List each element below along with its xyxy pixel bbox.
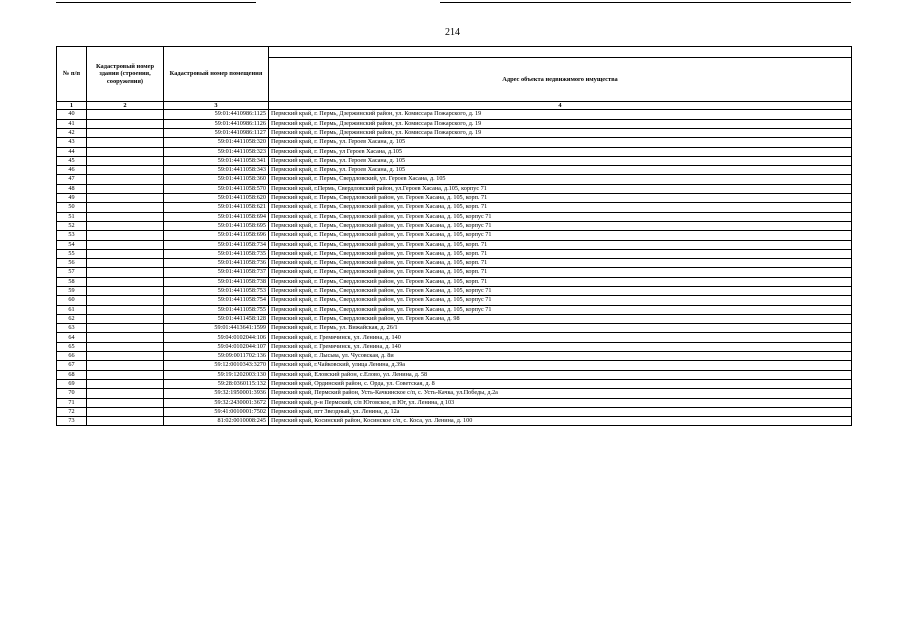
row-number: 43	[57, 138, 87, 147]
table-row	[57, 128, 852, 137]
property-address: Пермский край, г. Пермь, Свердловский район, ул. Героев Хасана, д. 105, корп. 71	[269, 268, 852, 277]
row-number: 47	[57, 175, 87, 184]
building-cadastral-number	[87, 221, 164, 230]
table-row	[57, 138, 852, 147]
building-cadastral-number	[87, 194, 164, 203]
property-address: Пермский край, г. Пермь, ул. Вижайская, д. 26/1	[269, 324, 852, 333]
row-number: 56	[57, 259, 87, 268]
table-row	[57, 184, 852, 193]
building-cadastral-number	[87, 342, 164, 351]
building-cadastral-number	[87, 287, 164, 296]
row-number: 67	[57, 361, 87, 370]
top-rule-left	[56, 2, 256, 3]
row-number: 70	[57, 389, 87, 398]
building-cadastral-number	[87, 166, 164, 175]
property-address: Пермский край, пгт Звездный, ул. Ленина, д. 12а	[269, 407, 852, 416]
table-row	[57, 203, 852, 212]
row-number: 65	[57, 342, 87, 351]
table-row	[57, 175, 852, 184]
table-row	[57, 212, 852, 221]
row-number: 57	[57, 268, 87, 277]
header-room-cadastral: Кадастровый номер помещения	[164, 47, 269, 102]
property-address: Пермский край, г. Гремячинск, ул. Ленина, д. 140	[269, 342, 852, 351]
building-cadastral-number	[87, 398, 164, 407]
room-cadastral-number: 59:01:4411058:360	[164, 175, 269, 184]
column-index-4: 4	[269, 102, 852, 110]
property-registry-table	[56, 46, 852, 426]
property-address: Пермский край, г. Пермь, Свердловский район, ул. Героев Хасана, д. 98	[269, 314, 852, 323]
room-cadastral-number: 59:01:4411058:736	[164, 259, 269, 268]
row-number: 73	[57, 417, 87, 426]
property-address: Пермский край, Еловский район, с.Елово, ул. Ленина, д. 58	[269, 370, 852, 379]
property-address: Пермский край, г. Пермь, Свердловский, ул. Героев Хасана, д. 105	[269, 175, 852, 184]
row-number: 52	[57, 221, 87, 230]
building-cadastral-number	[87, 324, 164, 333]
row-number: 48	[57, 184, 87, 193]
table-row	[57, 156, 852, 165]
row-number: 55	[57, 249, 87, 258]
room-cadastral-number: 59:01:4411458:128	[164, 314, 269, 323]
property-address: Пермский край, г. Пермь, Свердловский район, ул. Героев Хасана, д. 105, корпус 71	[269, 212, 852, 221]
table-row	[57, 221, 852, 230]
row-number: 59	[57, 287, 87, 296]
building-cadastral-number	[87, 156, 164, 165]
building-cadastral-number	[87, 277, 164, 286]
property-address: Пермский край, г. Гремячинск, ул. Ленина, д. 140	[269, 333, 852, 342]
building-cadastral-number	[87, 212, 164, 221]
property-address: Пермский край, г.Чайковский, улица Ленина, д.39а	[269, 361, 852, 370]
table-row	[57, 240, 852, 249]
room-cadastral-number: 59:41:0010001:7502	[164, 407, 269, 416]
table-row	[57, 352, 852, 361]
table-row	[57, 324, 852, 333]
header-address-top	[269, 47, 852, 58]
building-cadastral-number	[87, 249, 164, 258]
building-cadastral-number	[87, 147, 164, 156]
row-number: 64	[57, 333, 87, 342]
header-address: Адрес объекта недвижимого имущества	[269, 58, 852, 102]
room-cadastral-number: 59:32:2430001:3672	[164, 398, 269, 407]
room-cadastral-number: 59:01:4411058:570	[164, 184, 269, 193]
room-cadastral-number: 59:19:1202003:130	[164, 370, 269, 379]
room-cadastral-number: 59:01:4411058:695	[164, 221, 269, 230]
building-cadastral-number	[87, 110, 164, 119]
row-number: 54	[57, 240, 87, 249]
header-building-cadastral: Кадастровый номер здания (строения, сооружения)	[87, 47, 164, 102]
row-number: 66	[57, 352, 87, 361]
room-cadastral-number: 59:01:4411058:320	[164, 138, 269, 147]
building-cadastral-number	[87, 128, 164, 137]
table-body	[57, 110, 852, 426]
row-number: 41	[57, 119, 87, 128]
room-cadastral-number: 59:01:4411058:694	[164, 212, 269, 221]
room-cadastral-number: 59:12:0010343:3270	[164, 361, 269, 370]
row-number: 42	[57, 128, 87, 137]
building-cadastral-number	[87, 231, 164, 240]
building-cadastral-number	[87, 175, 164, 184]
row-number: 63	[57, 324, 87, 333]
property-address: Пермский край, р-н Пермский, с/п Юговское, п Юг, ул. Ленина, д 103	[269, 398, 852, 407]
property-address: Пермский край, г. Пермь, Свердловский район, ул. Героев Хасана, д. 105, корп. 71	[269, 203, 852, 212]
row-number: 60	[57, 296, 87, 305]
room-cadastral-number: 59:32:1950001:3936	[164, 389, 269, 398]
room-cadastral-number: 59:04:0102044:107	[164, 342, 269, 351]
table-row	[57, 361, 852, 370]
property-address: Пермский край, г. Пермь, Свердловский район, ул. Героев Хасана, д. 105, корпус 71	[269, 221, 852, 230]
table-row	[57, 277, 852, 286]
table-row	[57, 249, 852, 258]
room-cadastral-number: 59:01:4413641:1599	[164, 324, 269, 333]
table-row	[57, 379, 852, 388]
property-address: Пермский край, г. Лысьва, ул. Чусовская, д. 8и	[269, 352, 852, 361]
property-address: Пермский край, г. Пермь, Свердловский район, ул. Героев Хасана, д. 105, корп. 71	[269, 277, 852, 286]
property-address: Пермский край, г.Пермь, Свердловский район, ул.Героев Хасана, д.105, корпус 71	[269, 184, 852, 193]
row-number: 49	[57, 194, 87, 203]
room-cadastral-number: 59:28:0360115:132	[164, 379, 269, 388]
row-number: 46	[57, 166, 87, 175]
header-num: № п/п	[57, 47, 87, 102]
room-cadastral-number: 59:01:4411058:755	[164, 305, 269, 314]
building-cadastral-number	[87, 305, 164, 314]
table-row	[57, 342, 852, 351]
room-cadastral-number: 59:01:4411058:341	[164, 156, 269, 165]
room-cadastral-number: 59:01:4411058:620	[164, 194, 269, 203]
row-number: 71	[57, 398, 87, 407]
property-address: Пермский край, Косинский район, Косинское с/п, с. Коса, ул. Ленина, д. 100	[269, 417, 852, 426]
building-cadastral-number	[87, 138, 164, 147]
building-cadastral-number	[87, 314, 164, 323]
property-address: Пермский край, г. Пермь, Свердловский район, ул. Героев Хасана, д. 105, корп. 71	[269, 240, 852, 249]
table-row	[57, 119, 852, 128]
property-address: Пермский край, г. Пермь, ул. Героев Хасана, д. 105	[269, 138, 852, 147]
row-number: 45	[57, 156, 87, 165]
room-cadastral-number: 59:01:4411058:734	[164, 240, 269, 249]
room-cadastral-number: 59:01:4411058:323	[164, 147, 269, 156]
room-cadastral-number: 59:01:4411058:735	[164, 249, 269, 258]
top-rule-right	[440, 2, 851, 3]
table-row	[57, 287, 852, 296]
table-row	[57, 231, 852, 240]
row-number: 72	[57, 407, 87, 416]
room-cadastral-number: 59:01:4411058:753	[164, 287, 269, 296]
building-cadastral-number	[87, 407, 164, 416]
property-address: Пермский край, г. Пермь, ул. Героев Хасана, д. 105	[269, 166, 852, 175]
table-row	[57, 398, 852, 407]
property-address: Пермский край, г. Пермь, Свердловский район, ул. Героев Хасана, д. 105, корп. 71	[269, 249, 852, 258]
row-number: 51	[57, 212, 87, 221]
building-cadastral-number	[87, 333, 164, 342]
building-cadastral-number	[87, 296, 164, 305]
table-row	[57, 110, 852, 119]
room-cadastral-number: 59:01:4410986:1127	[164, 128, 269, 137]
table-row	[57, 305, 852, 314]
table-row	[57, 417, 852, 426]
row-number: 50	[57, 203, 87, 212]
property-address: Пермский край, г. Пермь, Свердловский район, ул. Героев Хасана, д. 105, корпус 71	[269, 231, 852, 240]
table-row	[57, 166, 852, 175]
building-cadastral-number	[87, 417, 164, 426]
table-row	[57, 296, 852, 305]
row-number: 68	[57, 370, 87, 379]
room-cadastral-number: 59:01:4411058:696	[164, 231, 269, 240]
room-cadastral-number: 59:01:4411058:737	[164, 268, 269, 277]
building-cadastral-number	[87, 184, 164, 193]
room-cadastral-number: 59:01:4410986:1125	[164, 110, 269, 119]
property-address: Пермский край, Пермский район, Усть-Качкинское с/п, с. Усть-Качка, ул.Победы, д.2а	[269, 389, 852, 398]
table-row	[57, 333, 852, 342]
row-number: 53	[57, 231, 87, 240]
property-address: Пермский край, г. Пермь, ул Героев Хасана, д.105	[269, 147, 852, 156]
room-cadastral-number: 59:01:4411058:754	[164, 296, 269, 305]
building-cadastral-number	[87, 259, 164, 268]
building-cadastral-number	[87, 240, 164, 249]
building-cadastral-number	[87, 268, 164, 277]
row-number: 58	[57, 277, 87, 286]
property-address: Пермский край, г. Пермь, Дзержинский район, ул. Комиссара Пожарского, д. 19	[269, 110, 852, 119]
room-cadastral-number: 59:01:4410986:1126	[164, 119, 269, 128]
column-index-3: 3	[164, 102, 269, 110]
room-cadastral-number: 59:01:4411058:621	[164, 203, 269, 212]
column-index-1: 1	[57, 102, 87, 110]
property-address: Пермский край, г. Пермь, ул. Героев Хасана, д. 105	[269, 156, 852, 165]
column-index-2: 2	[87, 102, 164, 110]
row-number: 40	[57, 110, 87, 119]
property-address: Пермский край, г. Пермь, Свердловский район, ул. Героев Хасана, д. 105, корпус 71	[269, 296, 852, 305]
room-cadastral-number: 59:04:0102044:106	[164, 333, 269, 342]
property-address: Пермский край, г. Пермь, Дзержинский район, ул. Комиссара Пожарского, д. 19	[269, 128, 852, 137]
property-address: Пермский край, г. Пермь, Свердловский район, ул. Героев Хасана, д. 105, корп. 71	[269, 194, 852, 203]
property-address: Пермский край, г. Пермь, Свердловский район, ул. Героев Хасана, д. 105, корпус 71	[269, 287, 852, 296]
building-cadastral-number	[87, 370, 164, 379]
building-cadastral-number	[87, 352, 164, 361]
table-row	[57, 389, 852, 398]
room-cadastral-number: 59:01:4411058:343	[164, 166, 269, 175]
table-row	[57, 194, 852, 203]
building-cadastral-number	[87, 379, 164, 388]
row-number: 61	[57, 305, 87, 314]
table-row	[57, 147, 852, 156]
property-address: Пермский край, г. Пермь, Свердловский район, ул. Героев Хасана, д. 105, корп. 71	[269, 259, 852, 268]
building-cadastral-number	[87, 389, 164, 398]
table-row	[57, 259, 852, 268]
room-cadastral-number: 59:09:0011702:136	[164, 352, 269, 361]
page-number: 214	[445, 27, 460, 38]
property-address: Пермский край, Ординский район, с. Орда, ул. Советская, д. 8	[269, 379, 852, 388]
building-cadastral-number	[87, 203, 164, 212]
table-row	[57, 370, 852, 379]
building-cadastral-number	[87, 361, 164, 370]
room-cadastral-number: 59:01:4411058:738	[164, 277, 269, 286]
building-cadastral-number	[87, 119, 164, 128]
table-row	[57, 407, 852, 416]
property-address: Пермский край, г. Пермь, Дзержинский район, ул. Комиссара Пожарского, д. 19	[269, 119, 852, 128]
table-row	[57, 314, 852, 323]
table-row	[57, 268, 852, 277]
row-number: 62	[57, 314, 87, 323]
row-number: 44	[57, 147, 87, 156]
room-cadastral-number: 81:02:0010008:245	[164, 417, 269, 426]
property-address: Пермский край, г. Пермь, Свердловский район, ул. Героев Хасана, д. 105, корпус 71	[269, 305, 852, 314]
row-number: 69	[57, 379, 87, 388]
